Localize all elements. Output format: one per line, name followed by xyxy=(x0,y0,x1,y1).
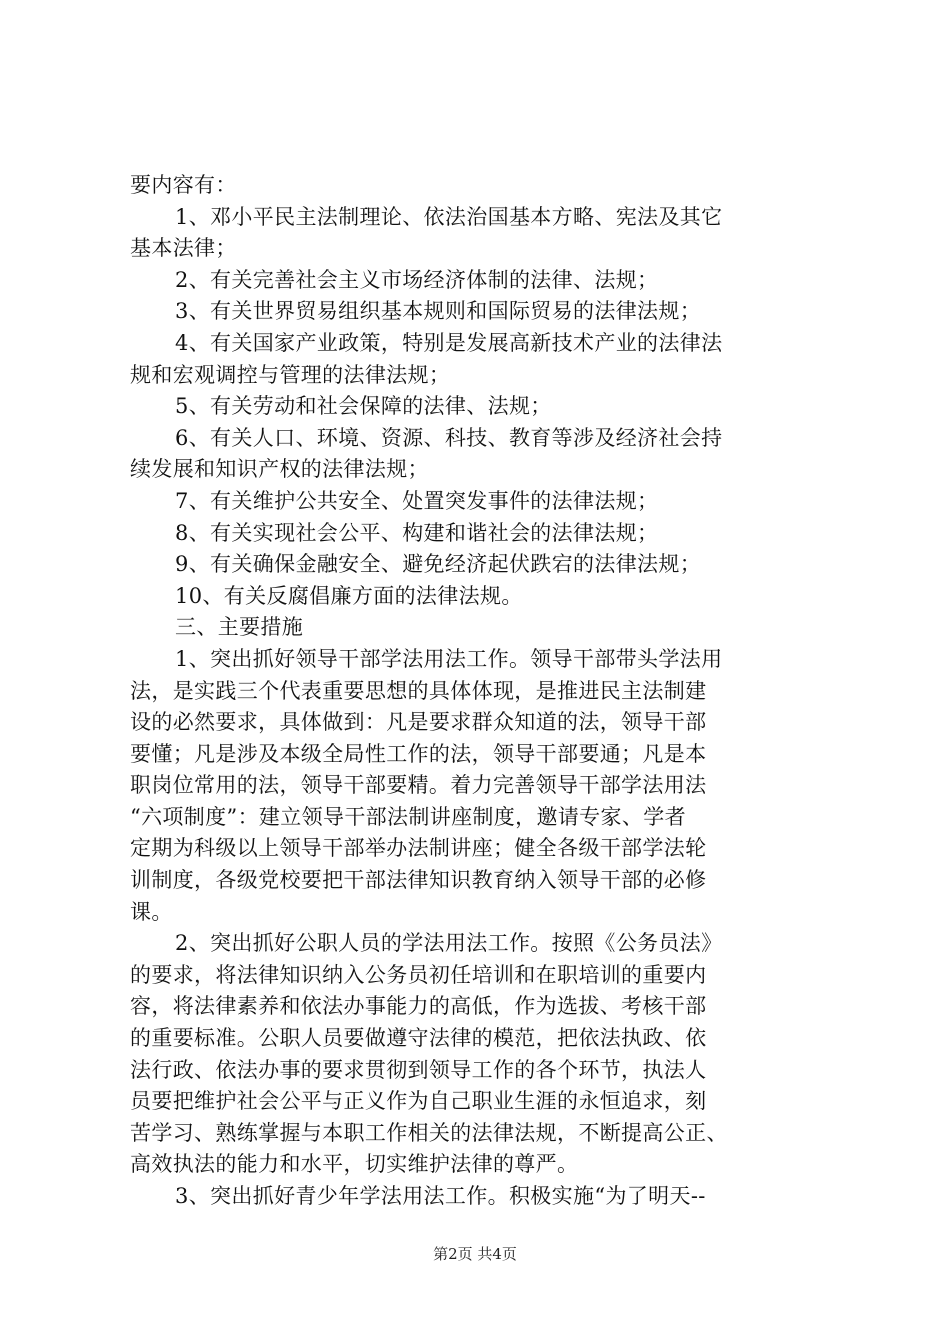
text-line: 9、有关确保金融安全、避免经济起伏跌宕的法律法规； xyxy=(175,552,702,577)
text-line: 训制度，各级党校要把干部法律知识教育纳入领导干部的必修 xyxy=(130,868,707,893)
text-line: 8、有关实现社会公平、构建和谐社会的法律法规； xyxy=(175,520,659,545)
text-line: 1、邓小平民主法制理论、依法治国基本方略、宪法及其它 xyxy=(175,204,723,229)
text-line: “六项制度”：建立领导干部法制讲座制度，邀请专家、学者 xyxy=(130,804,686,829)
text-line: 要懂；凡是涉及本级全局性工作的法，领导干部要通；凡是本 xyxy=(130,741,707,766)
text-line: 2、突出抓好公职人员的学法用法工作。按照《公务员法》 xyxy=(175,931,723,956)
text-line: 法，是实践三个代表重要思想的具体体现，是推进民主法制建 xyxy=(130,678,707,703)
text-line: 4、有关国家产业政策，特别是发展高新技术产业的法律法 xyxy=(175,330,723,355)
text-line: 职岗位常用的法，领导干部要精。着力完善领导干部学法用法 xyxy=(130,773,707,798)
text-line: 员要把维护社会公平与正义作为自己职业生涯的永恒追求，刻 xyxy=(130,1089,707,1114)
text-line: 苦学习、熟练掌握与本职工作相关的法律法规，不断提高公正、 xyxy=(130,1120,728,1145)
text-line: 定期为科级以上领导干部举办法制讲座；健全各级干部学法轮 xyxy=(130,836,707,861)
text-line: 3、突出抓好青少年学法用法工作。积极实施“为了明天-- xyxy=(175,1184,706,1208)
text-line: 三、主要措施 xyxy=(175,615,304,640)
text-line: 基本法律； xyxy=(130,236,237,261)
document-body xyxy=(130,170,830,1213)
page-footer: 第2页 共4页 xyxy=(433,1245,517,1263)
text-line: 的要求，将法律知识纳入公务员初任培训和在职培训的重要内 xyxy=(130,962,707,987)
text-line: 10、有关反腐倡廉方面的法律法规。 xyxy=(175,583,523,608)
text-line: 的重要标准。公职人员要做遵守法律的模范，把依法执政、依 xyxy=(130,1026,707,1051)
text-line: 法行政、依法办事的要求贯彻到领导工作的各个环节，执法人 xyxy=(130,1057,707,1082)
text-line: 3、有关世界贸易组织基本规则和国际贸易的法律法规； xyxy=(175,299,702,324)
text-line: 容，将法律素养和依法办事能力的高低，作为选拔、考核干部 xyxy=(130,994,707,1019)
text-line: 设的必然要求，具体做到：凡是要求群众知道的法，领导干部 xyxy=(130,710,707,735)
text-line: 规和宏观调控与管理的法律法规； xyxy=(130,362,451,387)
text-line: 1、突出抓好领导干部学法用法工作。领导干部带头学法用 xyxy=(175,646,723,671)
text-line: 课。 xyxy=(130,899,173,924)
text-line: 要内容有： xyxy=(130,173,237,197)
text-line: 续发展和知识产权的法律法规； xyxy=(130,457,429,482)
text-line: 7、有关维护公共安全、处置突发事件的法律法规； xyxy=(175,488,659,513)
text-line: 5、有关劳动和社会保障的法律、法规； xyxy=(175,394,552,419)
text-line: 2、有关完善社会主义市场经济体制的法律、法规； xyxy=(175,267,659,292)
text-line: 6、有关人口、环境、资源、科技、教育等涉及经济社会持 xyxy=(175,425,723,450)
text-line: 高效执法的能力和水平，切实维护法律的尊严。 xyxy=(130,1152,579,1177)
